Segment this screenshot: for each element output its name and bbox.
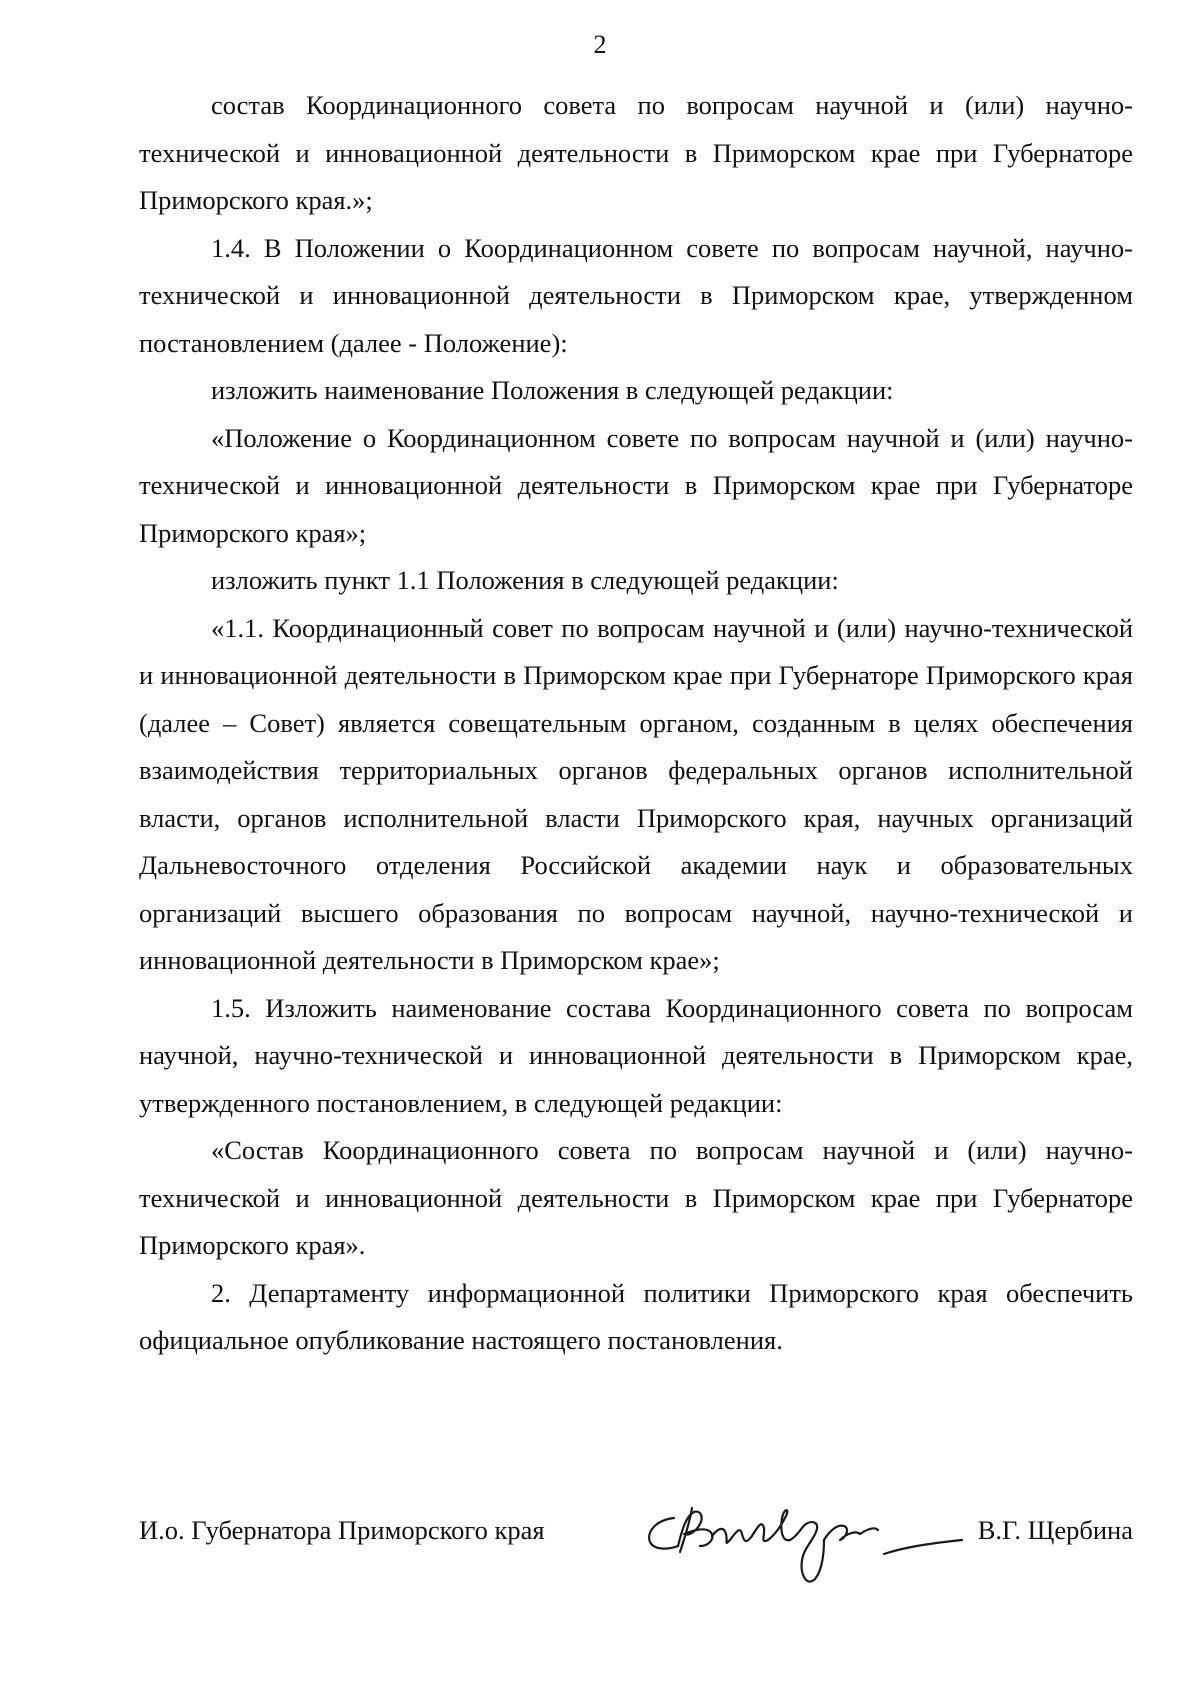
paragraph-item-1-1: «1.1. Координационный совет по вопросам научной и (или) научно-технической и инновационной деятельности в Приморском крае при Губернаторе Приморского края (далее – Совет) является совещательным органом, созданным в целях обеспечения взаимодействия территориальных органов федеральных органов исполнительной власти, органов исполнительной власти Приморского края, научных организаций Дальневосточного отделения Российской академии наук и образовательных организаций высшего образования по вопросам научной, научно-технической и инновационной деятельности в Приморском крае»; [139,612,1133,975]
paragraph-1-5: 1.5. Изложить наименование состава Координационного совета по вопросам научной, научно-технической и инновационной деятельности в Приморском крае, утвержденного постановлением, в следующей редакции: [139,992,1133,1118]
paragraph-rename-regulation: изложить наименование Положения в следующей редакции: [211,375,894,405]
document-body [139,82,1133,1365]
paragraph-composition-title: «Состав Координационного совета по вопросам научной и (или) научно-технической и инновационной деятельности в Приморском крае при Губернаторе Приморского края». [139,1135,1133,1260]
signature-block [139,1498,1133,1598]
page-number: 2 [593,30,607,59]
signatory-title: И.о. Губернатора Приморского края [139,1515,545,1545]
paragraph-composition-tail: состав Координационного совета по вопросам научной и (или) научно-технической и инновационной деятельности в Приморском крае при Губернаторе Приморского края.»; [139,90,1133,215]
paragraph-2-publication: 2. Департаменту информационной политики Приморского края обеспечить официальное опубликование настоящего постановления. [139,1277,1133,1355]
paragraph-1-4: 1.4. В Положении о Координационном совете по вопросам научной, научно-технической и инновационной деятельности в Приморском крае, утвержденном постановлением (далее - Положение): [139,232,1133,358]
handwritten-signature [634,1490,964,1600]
paragraph-rename-item-1-1: изложить пункт 1.1 Положения в следующей редакции: [211,565,839,595]
paragraph-regulation-title: «Положение о Координационном совете по вопросам научной и (или) научно-технической и инновационной деятельности в Приморском крае при Губернаторе Приморского края»; [139,422,1133,548]
signatory-name: В.Г. Щербина [977,1515,1133,1545]
